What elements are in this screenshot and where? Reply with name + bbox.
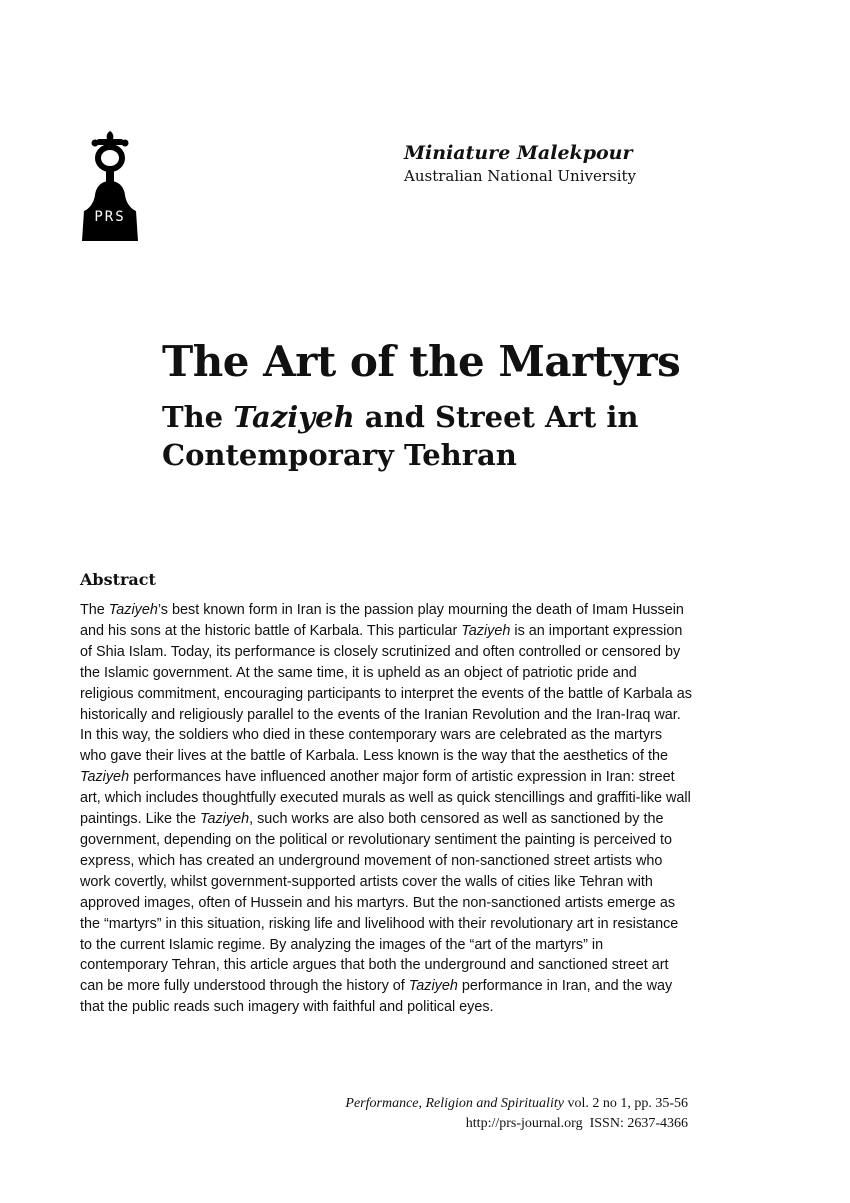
- journal-url[interactable]: http://prs-journal.org: [465, 1116, 583, 1131]
- abstract-text: ’s best known form in Iran is the passion play mourning the death of Imam Hussein and his sons at the historic battle of Karbala. This particular: [80, 602, 684, 639]
- footer-links: [345, 1114, 688, 1134]
- journal-footer: [345, 1094, 688, 1134]
- author-block: [404, 142, 636, 186]
- abstract-text: , such works are also both censored as well as sanctioned by the government, depending on the political or revolutionary sentiment the painting is perceived to express, which has created an underground movement of non-sanctioned street artists who work covertly, whilst government-supported artists cover the walls of cities like Tehran with approved images, often of Hussein and his martyrs. But the non-sanctioned artists emerge as the “martyrs” in this situation, risking life and livelihood with their revolutionary art in resistance to the current Islamic regime. By analyzing the images of the “art of the martyrs” in contemporary Tehran, this article argues that both the underground and sanctioned street art can be more fully understood through the history of: [80, 811, 679, 995]
- abstract-heading: Abstract: [80, 570, 156, 589]
- abstract-text: is an important expression of Shia Islam. Today, its performance is closely scrutinized and often controlled or censored by the Islamic government. At the same time, it is upheld as an object of patriotic pride and religious commitment, encouraging participants to interpret the events of the battle of Karbala as historically and religiously parallel to the events of the Iranian Revolution and the Iran-Iraq war. In this way, the soldiers who died in these contemporary wars are celebrated as the martyrs who gave their lives at the battle of Karbala. Less known is the way that the aesthetics of the: [80, 622, 692, 765]
- abstract-text: performances have influenced another major form of artistic expression in Iran: street art, which includes thoughtfully executed murals as well as quick stencillings and graffiti-like wall paintings. Like the: [80, 769, 691, 828]
- abstract-italic-term: Taziyeh: [80, 769, 130, 786]
- prs-logo: [79, 131, 141, 241]
- journal-issn: ISSN: 2637-4366: [582, 1116, 688, 1131]
- subtitle-emphasis: Taziyeh: [233, 400, 355, 434]
- abstract-italic-term: Taziyeh: [200, 811, 250, 828]
- article-title: The Art of the Martyrs: [162, 337, 681, 386]
- footer-citation: [345, 1094, 688, 1114]
- abstract-text: performance in Iran, and the way that the public reads such imagery with faithful and political eyes.: [80, 978, 673, 1016]
- abstract-body: [80, 600, 692, 1018]
- author-name: Miniature Malekpour: [404, 142, 633, 164]
- subtitle-suffix: and Street Art in Contemporary Tehran: [162, 400, 639, 472]
- article-subtitle: [162, 398, 802, 474]
- abstract-text: The: [80, 602, 109, 618]
- subtitle-prefix: The: [162, 400, 234, 434]
- author-affiliation: Australian National University: [404, 167, 637, 185]
- logo-text: PRS: [94, 209, 126, 225]
- journal-name: Performance, Religion and Spirituality: [345, 1096, 564, 1111]
- abstract-italic-term: Taziyeh: [408, 978, 458, 995]
- title-block: [162, 334, 802, 474]
- abstract-italic-term: Taziyeh: [461, 622, 511, 639]
- journal-volume: vol. 2 no 1, pp. 35-56: [563, 1096, 688, 1111]
- abstract-italic-term: Taziyeh: [108, 602, 158, 618]
